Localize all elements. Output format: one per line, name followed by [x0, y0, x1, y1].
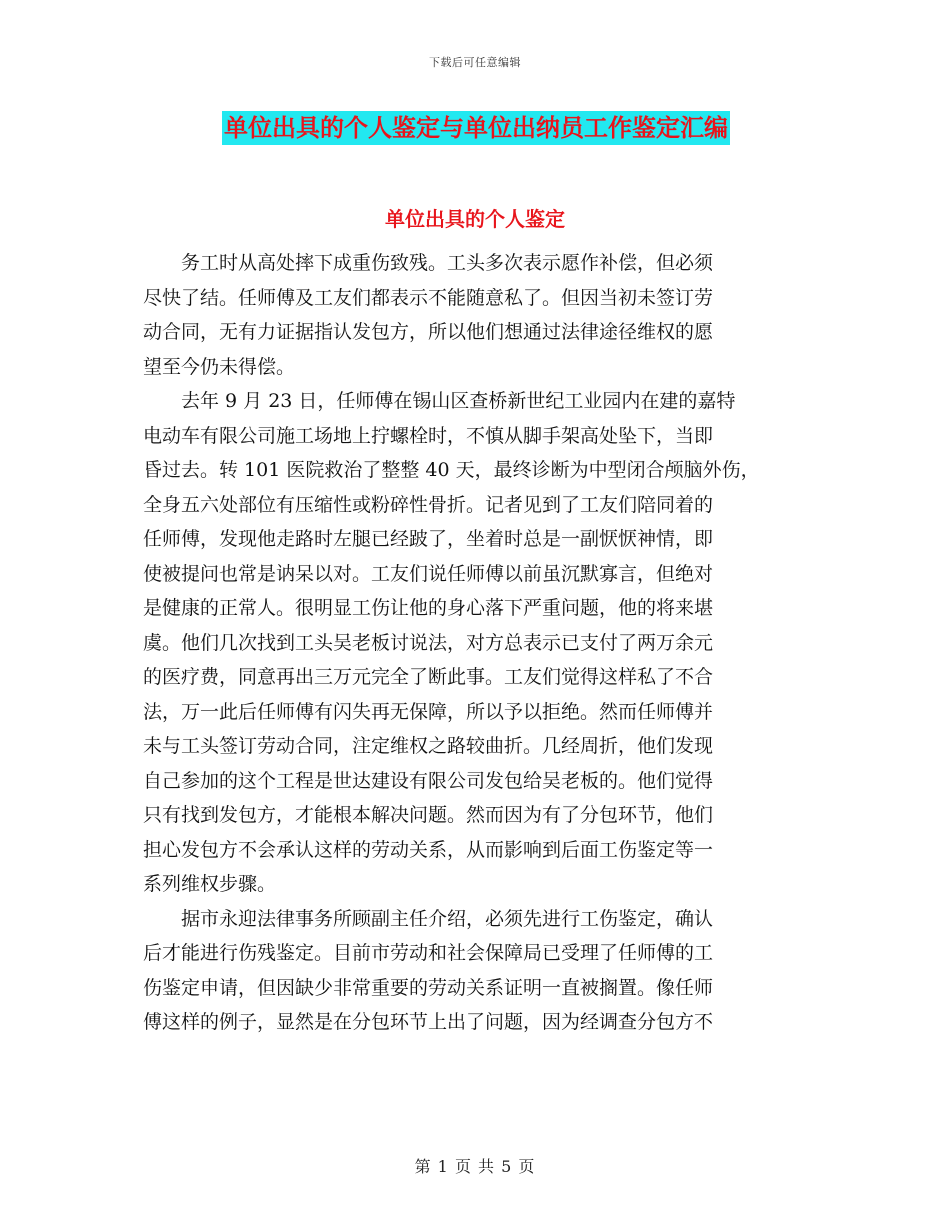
- document-body: [143, 246, 803, 1040]
- page-number: 第 1 页 共 5 页: [414, 1157, 536, 1176]
- header-note: 下载后可任意编辑: [429, 56, 521, 69]
- document-title: 单位出具的个人鉴定与单位出纳员工作鉴定汇编: [222, 111, 730, 145]
- paragraph: 务工时从高处摔下成重伤致残。工头多次表示愿作补偿，但必须 尽快了结。任师傅及工友们都表示不能随意私了。但因当初未签订劳 动合同，无有力证据指认发包方，所以他们想通过法律途径维权的愿 望至今仍未得偿。: [143, 252, 714, 378]
- paragraph: 据市永迎法律事务所顾副主任介绍，必须先进行工伤鉴定，确认 后才能进行伤残鉴定。目前市劳动和社会保障局已受理了任师傅的工 伤鉴定申请，但因缺少非常重要的劳动关系证明一直被搁置。像任师 傅这样的例子，显然是在分包环节上出了问题，因为经调查分包方不: [143, 907, 714, 1033]
- paragraph: 去年 9 月 23 日，任师傅在锡山区查桥新世纪工业园内在建的嘉特 电动车有限公司施工场地上拧螺栓时，不慎从脚手架高处坠下，当即 昏过去。转 101 医院救治了整整 40 天，最终诊断为中型闭合颅脑外伤， 全身五六处部位有压缩性或粉碎性骨折。记者见到了工友们陪同着的 任师傅，发现他走路时左腿已经跛了，坐着时总是一副恹恹神情，即 使被提问也常是讷呆以对。工友们说任师傅以前虽沉默寡言，但绝对 是健康的正常人。很明显工伤让他的身心落下严重问题，他的将来堪 虞。他们几次找到工头吴老板讨说法，对方总表示已支付了两万余元 的医疗费，同意再出三万元完全了断此事。工友们觉得这样私了不合 法，万一此后任师傅有闪失再无保障，所以予以拒绝。然而任师傅并 未与工头签订劳动合同，注定维权之路较曲折。几经周折，他们发现 自己参加的这个工程是世达建设有限公司发包给吴老板的。他们觉得 只有找到发包方，才能根本解决问题。然而因为有了分包环节，他们 担心发包方不会承认这样的劳动关系，从而影响到后面工伤鉴定等一 系列维权步骤。: [143, 390, 760, 895]
- section-title: 单位出具的个人鉴定: [385, 207, 565, 231]
